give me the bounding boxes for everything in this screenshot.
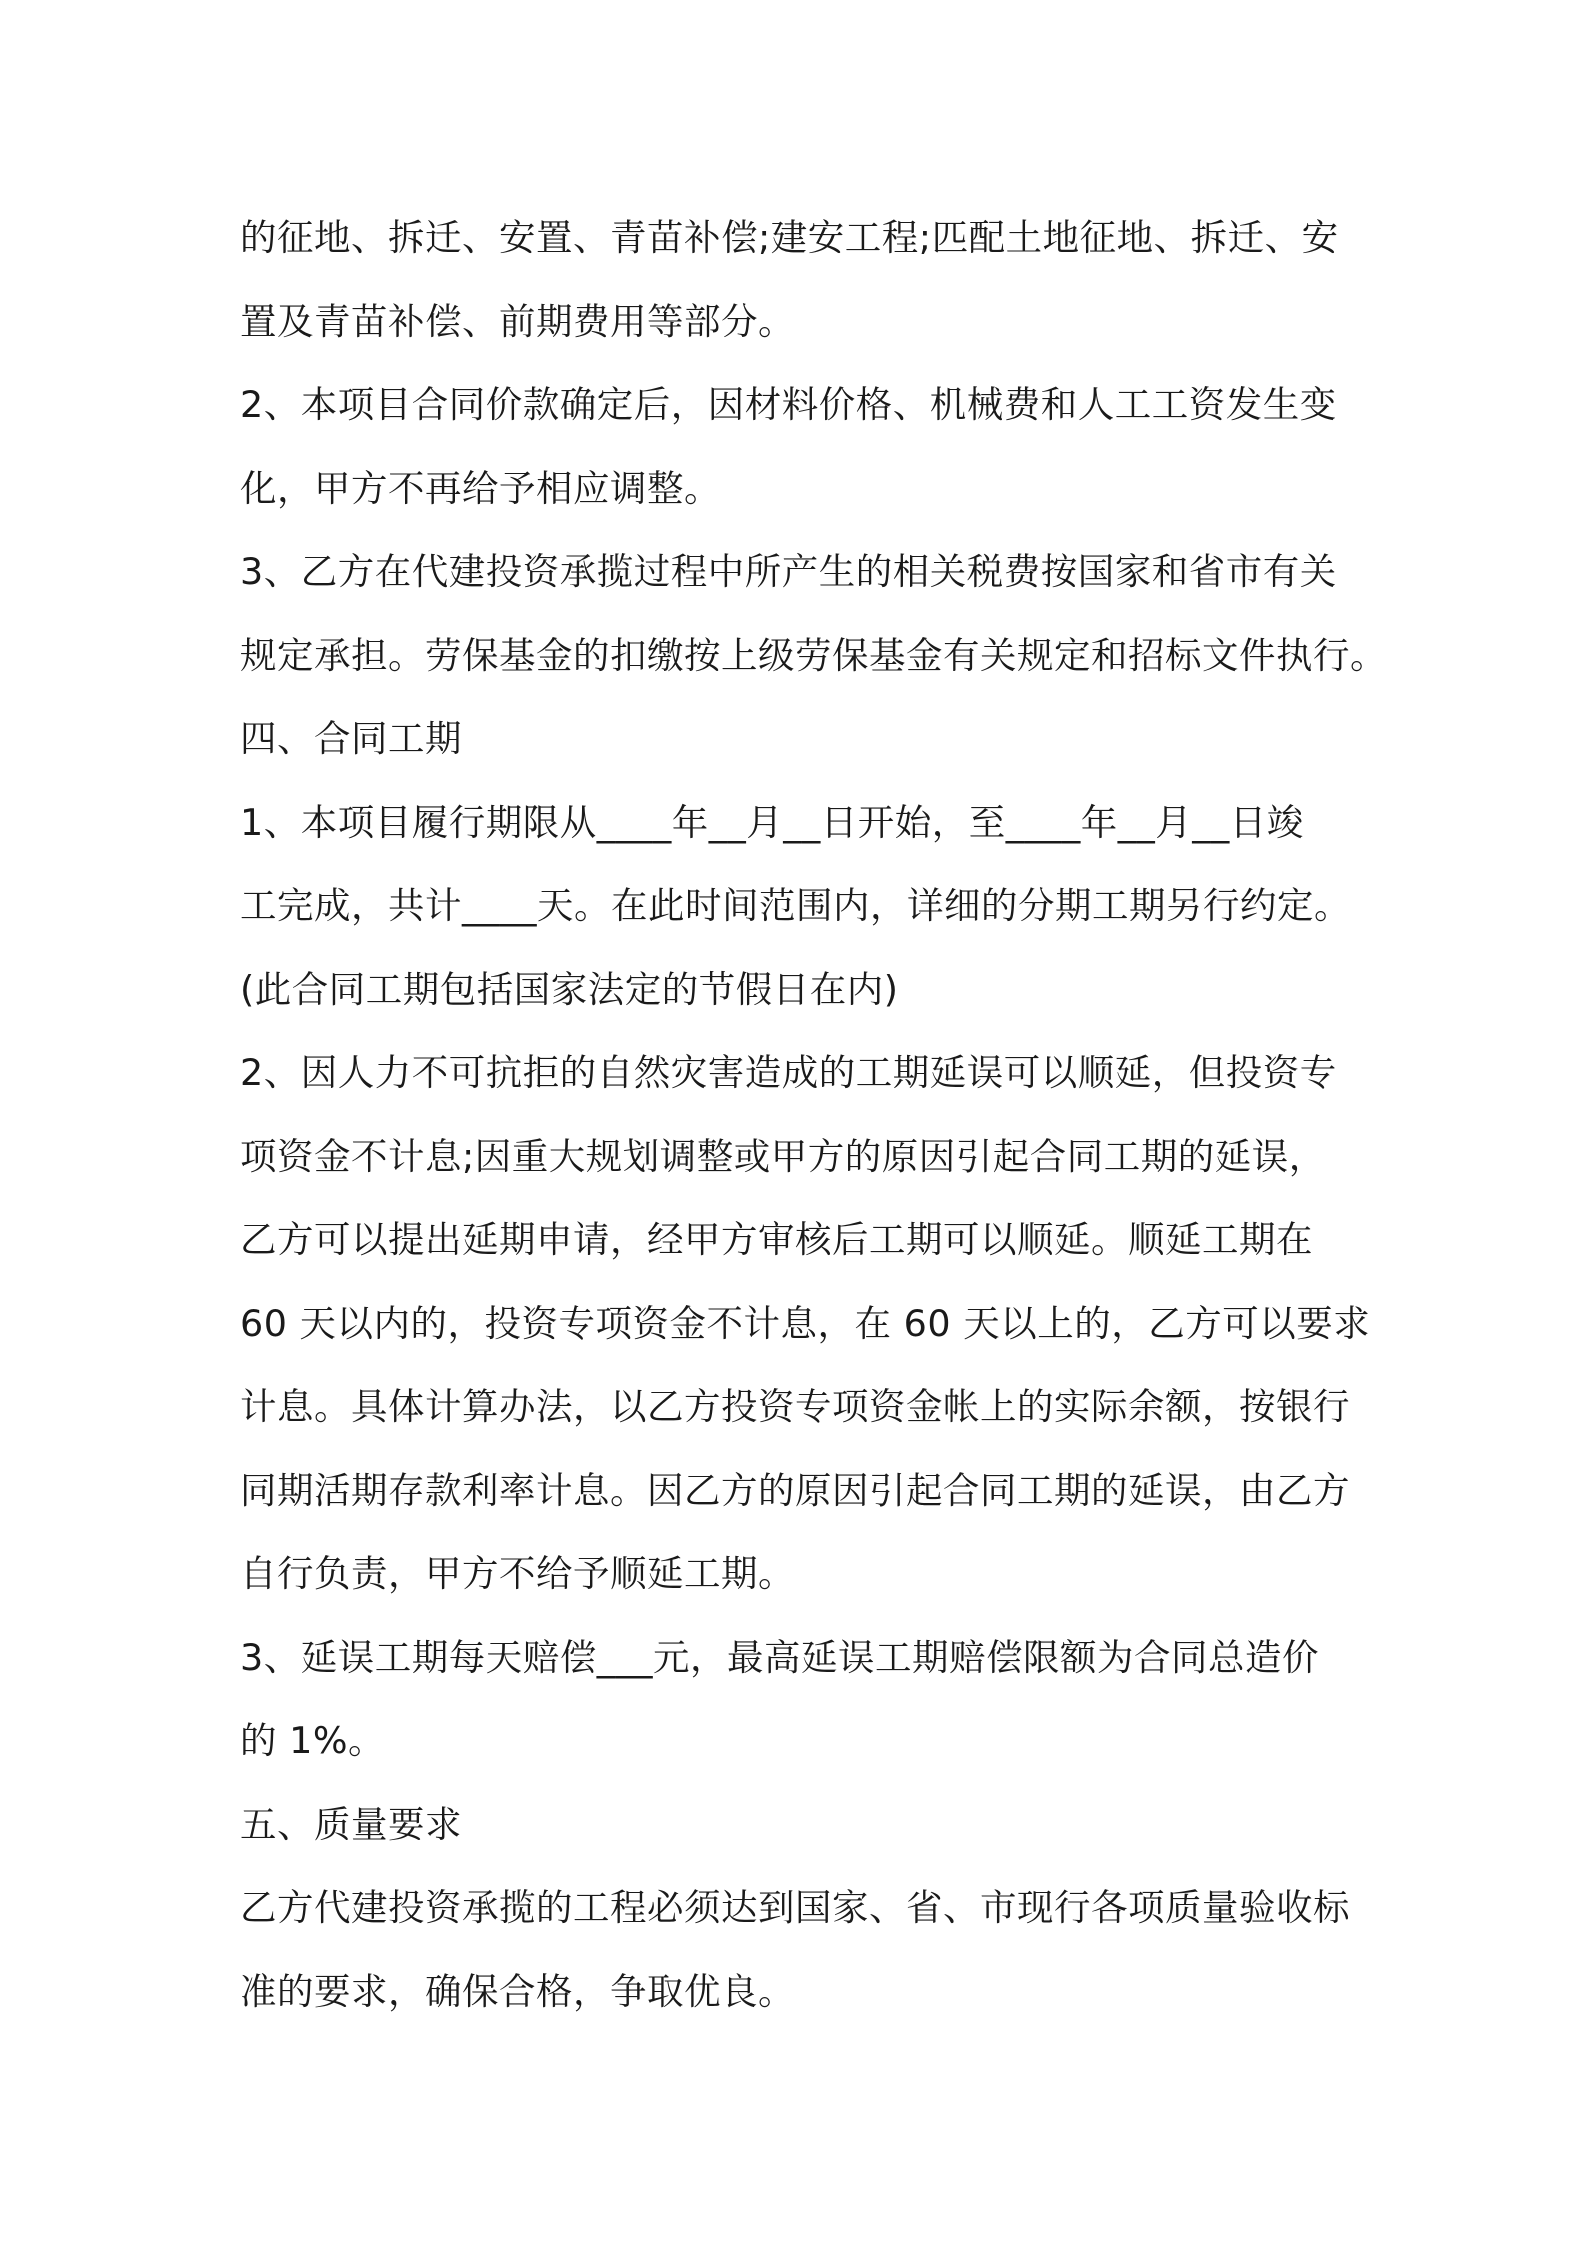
text-line: 的征地、拆迁、安置、青苗补偿;建安工程;匹配土地征地、拆迁、安 — [240, 216, 1339, 259]
text-line: 项资金不计息;因重大规划调整或甲方的原因引起合同工期的延误， — [240, 1134, 1326, 1178]
text-line: 乙方代建投资承揽的工程必须达到国家、省、市现行各项质量验收标 — [240, 1886, 1350, 1929]
section-heading: 四、合同工期 — [240, 717, 462, 760]
text-line: 工完成，共计____天。在此时间范围内，详细的分期工期另行约定。 — [240, 884, 1351, 927]
text-line: 3、延误工期每天赔偿___元，最高延误工期赔偿限额为合同总造价 — [240, 1635, 1319, 1679]
text-line: 同期活期存款利率计息。因乙方的原因引起合同工期的延误，由乙方 — [240, 1468, 1350, 1512]
text-line: 置及青苗补偿、前期费用等部分。 — [240, 299, 795, 343]
text-line: (此合同工期包括国家法定的节假日在内) — [240, 967, 899, 1011]
text-line: 60 天以内的，投资专项资金不计息，在 60 天以上的，乙方可以要求 — [240, 1301, 1371, 1345]
text-line: 准的要求，确保合格，争取优良。 — [240, 1969, 795, 2013]
text-line: 自行负责，甲方不给予顺延工期。 — [240, 1552, 795, 1595]
text-line: 计息。具体计算办法，以乙方投资专项资金帐上的实际余额，按银行 — [240, 1385, 1350, 1428]
text-line: 规定承担。劳保基金的扣缴按上级劳保基金有关规定和招标文件执行。 — [240, 633, 1387, 677]
text-line: 2、因人力不可抗拒的自然灾害造成的工期延误可以顺延，但投资专 — [240, 1051, 1337, 1094]
text-line: 化，甲方不再给予相应调整。 — [240, 466, 721, 510]
text-line: 乙方可以提出延期申请，经甲方审核后工期可以顺延。顺延工期在 — [240, 1218, 1313, 1261]
text-line: 3、乙方在代建投资承揽过程中所产生的相关税费按国家和省市有关 — [240, 550, 1337, 593]
text-line: 2、本项目合同价款确定后，因材料价格、机械费和人工工资发生变 — [240, 383, 1337, 426]
text-line: 的 1%。 — [240, 1719, 386, 1762]
document-body — [240, 196, 1387, 2033]
section-heading: 五、质量要求 — [240, 1802, 462, 1846]
text-line: 1、本项目履行期限从____年__月__日开始，至____年__月__日竣 — [240, 800, 1304, 844]
